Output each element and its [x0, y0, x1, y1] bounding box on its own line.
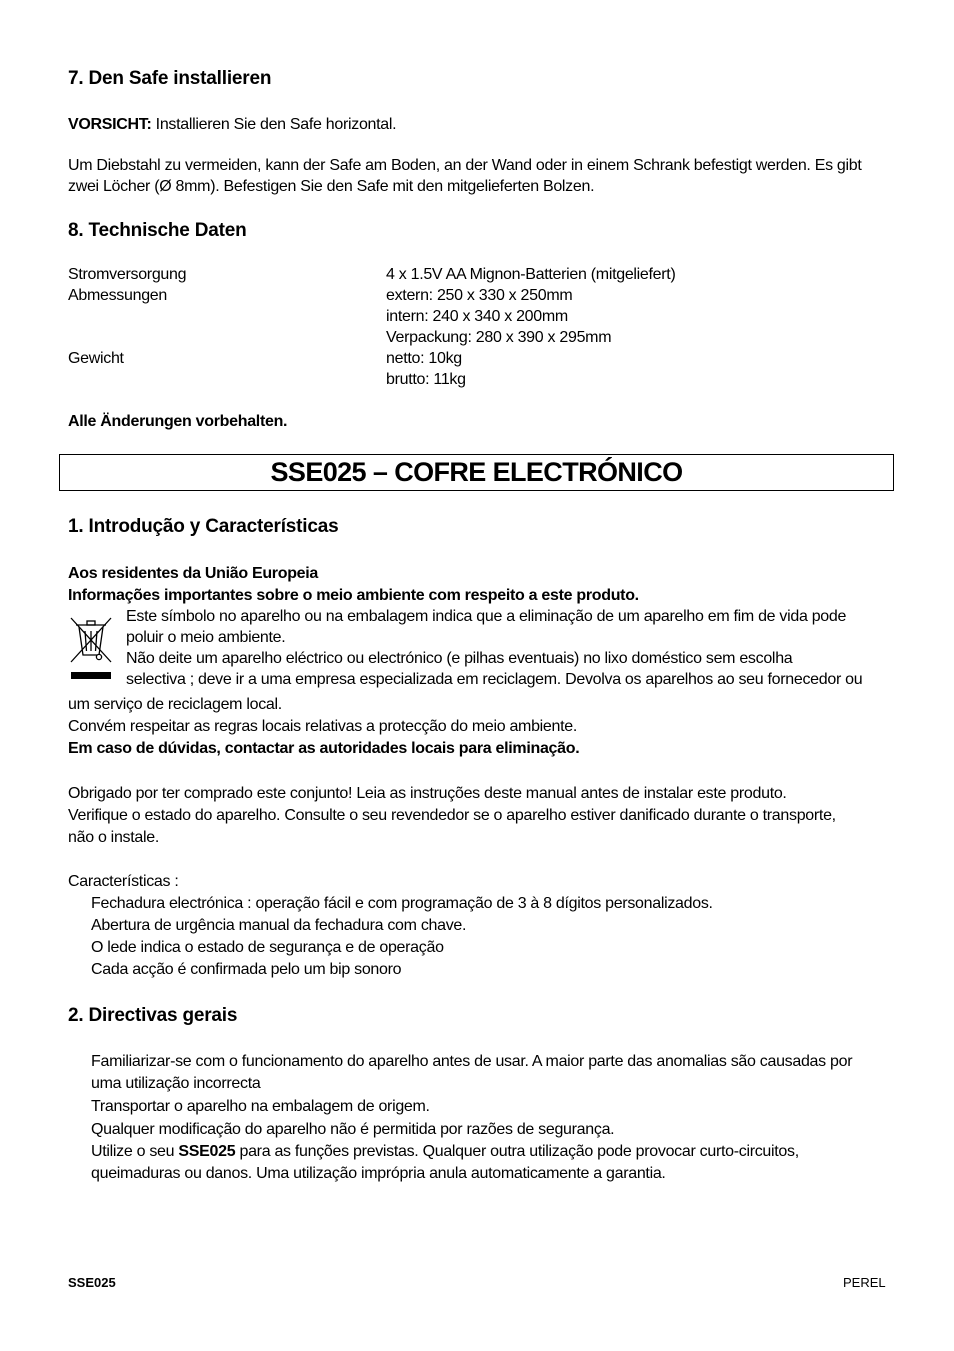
eu-title: Aos residentes da União Europeia — [68, 565, 319, 582]
spec-label: Stromversorgung — [68, 266, 187, 283]
product-title: SSE025 – COFRE ELECTRÓNICO — [270, 457, 683, 487]
product-code: SSE025 — [178, 1143, 236, 1160]
product-title-box — [59, 454, 894, 491]
features-label: Características : — [68, 873, 179, 890]
changes-reserved: Alle Änderungen vorbehalten. — [68, 413, 288, 430]
weee-bin-icon — [68, 614, 114, 680]
directives-list — [91, 1051, 852, 1184]
section-8-heading: 8. Technische Daten — [68, 220, 247, 241]
doubt-notice: Em caso de dúvidas, contactar as autoridades locais para eliminação. — [68, 740, 580, 757]
thanks-line: não o instale. — [68, 829, 159, 846]
thanks-line: Obrigado por ter comprado este conjunto! Leia as instruções deste manual antes de instalar este produto. — [68, 785, 787, 802]
caution-label: VORSICHT: — [68, 116, 152, 133]
section-2-heading: 2. Directivas gerais — [68, 1005, 238, 1026]
features-list — [91, 893, 713, 980]
thanks-paragraph — [68, 783, 836, 848]
eu-subtitle: Informações importantes sobre o meio ambiente com respeito a este produto. — [68, 587, 639, 604]
spec-label: Gewicht — [68, 350, 124, 367]
install-line-1: Um Diebstahl zu vermeiden, kann der Safe am Boden, an der Wand oder in einem Schrank befestigt werden. Es gibt — [68, 157, 862, 174]
feature-item: Cada acção é confirmada pelo um bip sonoro — [91, 961, 402, 978]
feature-item: Abertura de urgência manual da fechadura com chave. — [91, 917, 467, 934]
feature-item: O lede indica o estado de segurança e de operação — [91, 939, 444, 956]
directive-item-4-line-1 — [91, 1141, 852, 1162]
spec-label: Abmessungen — [68, 287, 167, 304]
install-line-2: zwei Löcher (Ø 8mm). Befestigen Sie den Safe mit den mitgelieferten Bolzen. — [68, 178, 595, 195]
directive-item-1-line-2: uma utilização incorrecta — [91, 1075, 261, 1092]
spec-value: extern: 250 x 330 x 250mm — [386, 287, 573, 304]
spec-value: 4 x 1.5V AA Mignon-Batterien (mitgeliefert) — [386, 266, 676, 283]
install-paragraph — [68, 155, 862, 197]
spec-label — [68, 306, 186, 327]
caution-line — [68, 114, 396, 135]
directive-item-2: Transportar o aparelho na embalagem de origem. — [91, 1098, 430, 1115]
directive-item-4-post: para as funções previstas. Qualquer outra utilização pode provocar curto-circuitos, — [235, 1143, 799, 1160]
directive-item-1-line-1: Familiarizar-se com o funcionamento do aparelho antes de usar. A maior parte das anomalias são causadas por — [91, 1053, 853, 1070]
section-7-heading: 7. Den Safe installieren — [68, 68, 272, 89]
tech-data-values — [386, 264, 675, 390]
weee-paragraph — [126, 606, 862, 690]
thanks-line: Verifique o estado do aparelho. Consulte o seu revendedor se o aparelho estiver danificado durante o transporte, — [68, 807, 836, 824]
weee-continuation: um serviço de reciclagem local. — [68, 696, 282, 713]
directive-item-3: Qualquer modificação do aparelho não é permitida por razões de segurança. — [91, 1121, 615, 1138]
spec-value: intern: 240 x 340 x 200mm — [386, 308, 568, 325]
section-1-heading: 1. Introdução y Características — [68, 516, 339, 537]
footer-model: SSE025 — [68, 1275, 116, 1290]
tech-data-labels — [68, 264, 186, 390]
weee-line: poluir o meio ambiente. — [126, 629, 286, 646]
spec-label — [68, 327, 186, 348]
spec-value: netto: 10kg — [386, 350, 462, 367]
caution-text: Installieren Sie den Safe horizontal. — [151, 116, 397, 133]
weee-line: Este símbolo no aparelho ou na embalagem indica que a eliminação de um aparelho em fim de vida pode — [126, 608, 847, 625]
feature-item: Fechadura electrónica : operação fácil e com programação de 3 à 8 dígitos personalizados. — [91, 895, 713, 912]
directive-item-4-pre: Utilize o seu — [91, 1143, 179, 1160]
directive-item-4-line-2: queimaduras ou danos. Uma utilização imprópria anula automaticamente a garantia. — [91, 1165, 666, 1182]
spec-label — [68, 369, 186, 390]
spec-value: brutto: 11kg — [386, 371, 466, 388]
footer-brand: PEREL — [843, 1275, 886, 1290]
weee-line: Não deite um aparelho eléctrico ou electrónico (e pilhas eventuais) no lixo doméstico sem escolha — [126, 650, 793, 667]
local-rules: Convém respeitar as regras locais relativas a protecção do meio ambiente. — [68, 718, 578, 735]
spec-value: Verpackung: 280 x 390 x 295mm — [386, 329, 612, 346]
weee-line: selectiva ; deve ir a uma empresa especializada em reciclagem. Devolva os aparelhos ao seu fornecedor ou — [126, 671, 863, 688]
